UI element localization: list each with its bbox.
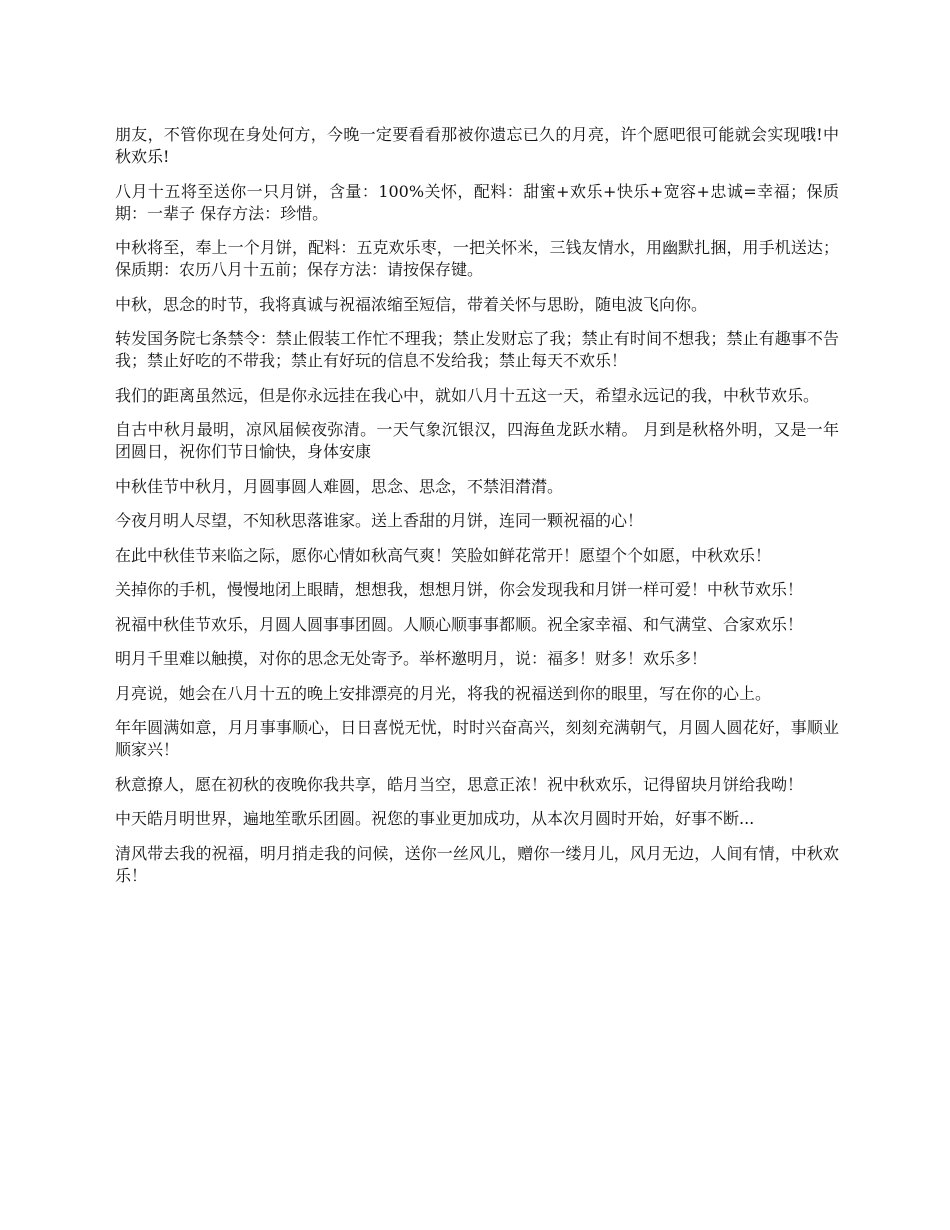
paragraph: 八月十五将至送你一只月饼，含量：100%关怀，配料：甜蜜+欢乐+快乐+宽容+忠诚=幸福；保质期：一辈子 保存方法：珍惜。 (115, 181, 839, 223)
paragraph: 中秋佳节中秋月，月圆事圆人难圆，思念、思念，不禁泪潸潸。 (115, 476, 564, 496)
paragraph: 关掉你的手机，慢慢地闭上眼睛，想想我，想想月饼，你会发现我和月饼一样可爱！中秋节欢乐！ (115, 580, 804, 599)
paragraph: 自古中秋月最明，凉风届候夜弥清。一天气象沉银汉，四海鱼龙跃水精。 月到是秋格外明，又是一年团圆日，祝你们节日愉快，身体安康 (115, 420, 839, 461)
paragraph: 月亮说，她会在八月十五的晚上安排漂亮的月光，将我的祝福送到你的眼里，写在你的心上。 (115, 683, 772, 703)
paragraph: 清风带去我的祝福，明月捎走我的问候，送你一丝风儿，赠你一缕月儿，风月无边，人间有情，中秋欢乐！ (115, 843, 839, 885)
paragraph: 在此中秋佳节来临之际，愿你心情如秋高气爽！笑脸如鲜花常开！愿望个个如愿，中秋欢乐！ (115, 545, 772, 565)
document-page (115, 124, 839, 899)
paragraph: 年年圆满如意，月月事事顺心，日日喜悦无忧，时时兴奋高兴，刻刻充满朝气，月圆人圆花好，事顺业顺家兴！ (115, 718, 839, 759)
paragraph: 朋友，不管你现在身处何方，今晚一定要看看那被你遗忘已久的月亮，许个愿吧很可能就会实现哦!中秋欢乐! (115, 125, 839, 166)
paragraph: 中秋将至，奉上一个月饼，配料：五克欢乐枣，一把关怀米，三钱友情水，用幽默扎捆，用手机送达；保质期：农历八月十五前；保存方法：请按保存键。 (115, 238, 839, 279)
paragraph: 祝福中秋佳节欢乐，月圆人圆事事团圆。人顺心顺事事都顺。祝全家幸福、和气满堂、合家欢乐！ (115, 614, 804, 634)
paragraph: 中秋，思念的时节，我将真诚与祝福浓缩至短信，带着关怀与思盼，随电波飞向你。 (115, 294, 708, 314)
paragraph: 转发国务院七条禁令：禁止假装工作忙不理我；禁止发财忘了我；禁止有时间不想我；禁止有趣事不告我；禁止好吃的不带我；禁止有好玩的信息不发给我；禁止每天不欢乐！ (115, 329, 839, 370)
paragraph: 中天皓月明世界，遍地笙歌乐团圆。祝您的事业更加成功，从本次月圆时开始，好事不断... (115, 809, 755, 828)
paragraph: 秋意撩人，愿在初秋的夜晚你我共享，皓月当空，思意正浓！祝中秋欢乐，记得留块月饼给我呦！ (115, 774, 804, 794)
paragraph: 今夜月明人尽望，不知秋思落谁家。送上香甜的月饼，连同一颗祝福的心！ (115, 511, 644, 530)
paragraph: 我们的距离虽然远，但是你永远挂在我心中，就如八月十五这一天，希望永远记的我，中秋节欢乐。 (115, 385, 820, 405)
paragraph: 明月千里难以触摸，对你的思念无处寄予。举杯邀明月，说：福多！财多！欢乐多！ (115, 649, 708, 668)
